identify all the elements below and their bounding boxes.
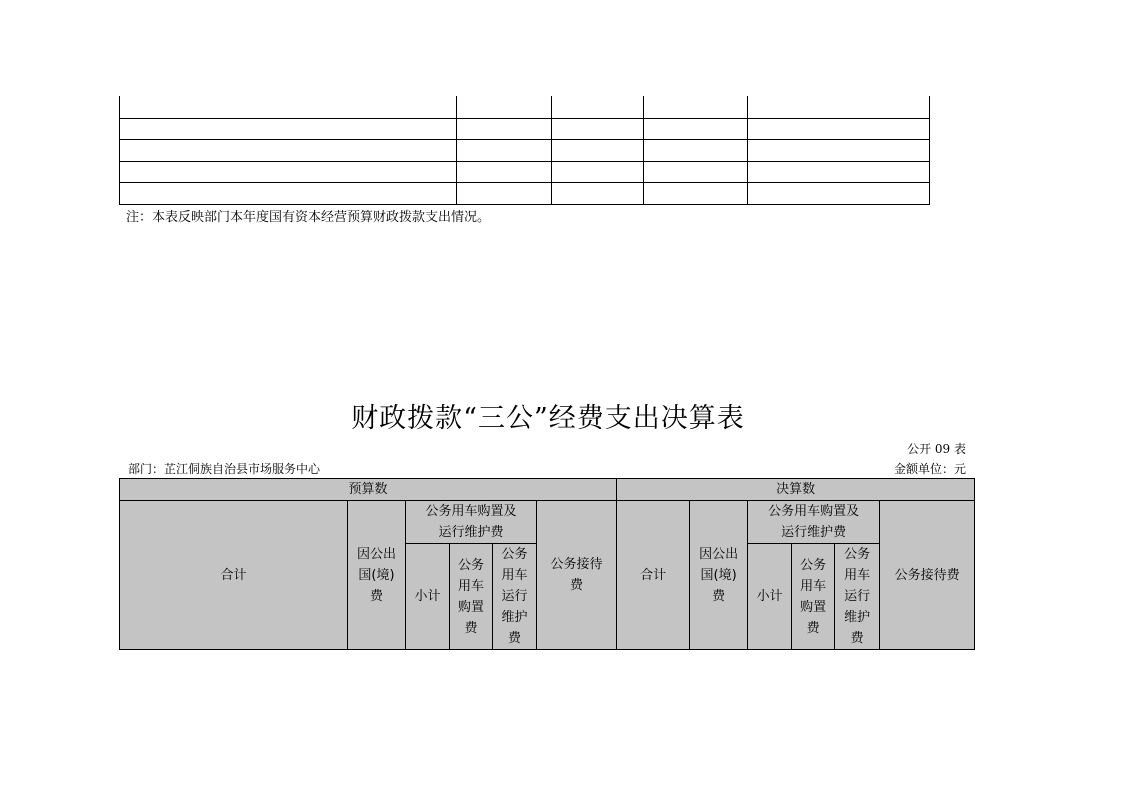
budget-header: 预算数 xyxy=(120,479,617,501)
currency-unit-label: 金额单位：元 xyxy=(893,462,966,476)
three-public-expenses-table xyxy=(119,478,975,650)
budget-abroad-header: 因公出 国(境) 费 xyxy=(348,501,406,650)
budget-subtotal-header: 小计 xyxy=(406,544,450,650)
budget-reception-header: 公务接待 费 xyxy=(537,501,617,650)
final-header: 决算数 xyxy=(617,479,975,501)
final-reception-header: 公务接待费 xyxy=(880,501,975,650)
page-title: 财政拨款“三公”经费支出决算表 xyxy=(351,403,745,434)
table-note: 注：本表反映部门本年度国有资本经营预算财政拨款支出情况。 xyxy=(126,210,491,225)
final-subtotal-header: 小计 xyxy=(748,544,792,650)
final-vehicle-operation-header: 公务 用车 运行 维护 费 xyxy=(835,544,880,650)
final-vehicle-purchase-header: 公务 用车 购置 费 xyxy=(792,544,835,650)
previous-table-fragment xyxy=(119,96,930,205)
final-total-header: 合计 xyxy=(617,501,690,650)
form-number: 公开 09 表 xyxy=(907,442,966,456)
budget-total-header: 合计 xyxy=(120,501,348,650)
budget-vehicle-group-header: 公务用车购置及 运行维护费 xyxy=(406,501,537,544)
budget-vehicle-operation-header: 公务 用车 运行 维护 费 xyxy=(493,544,537,650)
department-label: 部门：芷江侗族自治县市场服务中心 xyxy=(128,462,321,476)
budget-vehicle-purchase-header: 公务 用车 购置 费 xyxy=(450,544,493,650)
final-vehicle-group-header: 公务用车购置及 运行维护费 xyxy=(748,501,880,544)
final-abroad-header: 因公出 国(境) 费 xyxy=(690,501,748,650)
